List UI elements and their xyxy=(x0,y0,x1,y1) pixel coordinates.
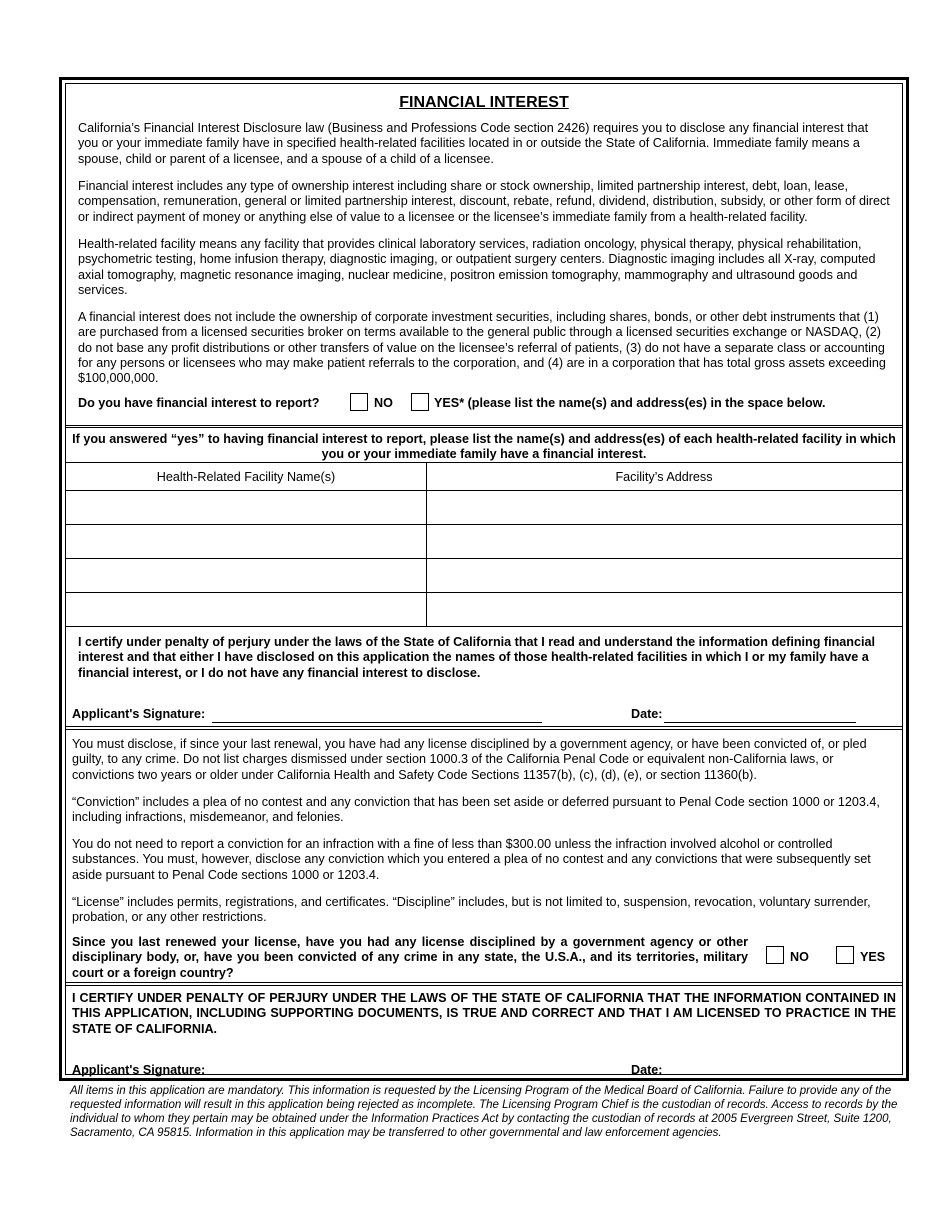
facility-name-field-2[interactable] xyxy=(67,525,425,557)
facility-name-field-1[interactable] xyxy=(67,491,425,523)
divider xyxy=(66,985,902,986)
infraction-paragraph: You do not need to report a conviction for an infraction with a fine of less than $300.00 unless the infraction involved alcohol or controlled substances. You must, however, disclose any conviction which you entered a plea of no contest and any convictions that were subsequently set aside pursuant to Penal Code sections 1000 or 1203.4. xyxy=(72,837,871,882)
disclosure-paragraph: You must disclose, if since your last renewal, you have had any license disciplined by a government agency, or have been convicted of, or pled guilty, to any crime. Do not list charges dismissed under section 1000.3 of the California Penal Code or equivalent non-California laws, or convictions two years or older under California Health and Safety Code Sections 11357(b), (c), (d), (e), or section 11360(b). xyxy=(72,737,867,782)
financial-yes-label: YES* (please list the name(s) and address(es) in the space below. xyxy=(434,396,826,410)
form-title: FINANCIAL INTEREST xyxy=(399,94,569,111)
facility-address-header: Facility’s Address xyxy=(615,470,713,484)
financial-question: Do you have financial interest to report? xyxy=(78,396,320,410)
exclusion-paragraph: A financial interest does not include the ownership of corporate investment securities, including shares, bonds, or other debt instruments that (1) are purchased from a licensed securities broker on terms available to the general public through a licensed securities exchange or NASDAQ, (2) do not base any profit distributions or other transfers of value on the licensee’s referral of patients, (3) do not have a separate class or accounting for any persons or licensees who may make patient referrals to the corporation, and (4) are in a corporation that has total gross assets exceeding $100,000,000. xyxy=(78,310,886,386)
license-paragraph: “License” includes permits, registrations, and certificates. “Discipline” includes, but is not limited to, suspension, revocation, voluntary surrender, probation, or any other restrictions. xyxy=(72,895,871,925)
financial-no-checkbox[interactable] xyxy=(350,393,368,411)
divider xyxy=(66,427,902,428)
signature-line-1[interactable] xyxy=(212,722,542,723)
discipline-question: Since you last renewed your license, have you had any license disciplined by a government agency or other disciplinary body, or, have you been convicted of any crime in any state, the U.S.A., and its territories, military court or a foreign country? xyxy=(72,935,748,980)
date-label-1: Date: xyxy=(631,707,663,721)
facility-address-field-4[interactable] xyxy=(428,593,901,625)
signature-label-2: Applicant's Signature: xyxy=(72,1063,206,1077)
financial-certification: I certify under penalty of perjury under the laws of the State of California that I read and understand the information defining financial interest and that either I have disclosed on this application the names of those health-related facilities in which I or my family have a financial interest, or I do not have any financial interest to disclose. xyxy=(78,635,875,680)
signature-label-1: Applicant's Signature: xyxy=(72,707,206,721)
facility-name-field-4[interactable] xyxy=(67,593,425,625)
facility-list-instruction: If you answered “yes” to having financial interest to report, please list the name(s) and address(es) of each health-related facility in which you or your immediate family have a financial interest. xyxy=(72,432,896,462)
final-certification: I CERTIFY UNDER PENALTY OF PERJURY UNDER THE LAWS OF THE STATE OF CALIFORNIA THAT THE INFORMATION CONTAINED IN THIS APPLICATION, INCLUDING SUPPORTING DOCUMENTS, IS TRUE AND CORRECT AND THAT I AM LICENSED TO PRACTICE IN THE STATE OF CALIFORNIA. xyxy=(72,991,896,1036)
date-line-1[interactable] xyxy=(664,722,856,723)
financial-yes-checkbox[interactable] xyxy=(411,393,429,411)
table-top-border xyxy=(66,462,902,463)
table-column-divider xyxy=(426,462,427,626)
conviction-paragraph: “Conviction” includes a plea of no contest and any conviction that has been set aside or deferred pursuant to Penal Code section 1000 or 1203.4, including infractions, misdemeanor, and felonies. xyxy=(72,795,880,825)
facility-address-field-1[interactable] xyxy=(428,491,901,523)
intro-paragraph: California’s Financial Interest Disclosure law (Business and Professions Code section 2426) requires you to disclose any financial interest that you or your immediate family have in specified health-related facilities located in or outside the State of California. Immediate family means a spouse, child or parent of a licensee, and a spouse of a child of a licensee. xyxy=(78,121,869,166)
date-line-2[interactable] xyxy=(664,1078,856,1079)
discipline-no-checkbox[interactable] xyxy=(766,946,784,964)
divider xyxy=(66,726,902,727)
form-outer-border xyxy=(59,77,909,1081)
divider xyxy=(66,982,902,983)
facility-address-field-3[interactable] xyxy=(428,559,901,591)
facility-paragraph: Health-related facility means any facility that provides clinical laboratory services, radiation oncology, physical therapy, physical rehabilitation, psychometric testing, home infusion therapy, diagnostic imaging, or outpatient surgery centers. Diagnostic imaging includes all X-ray, computed axial tomography, magnetic resonance imaging, nuclear medicine, positron emission tomography, mammography and ultrasound goods and services. xyxy=(78,237,876,297)
definition-paragraph: Financial interest includes any type of ownership interest including share or stock ownership, limited partnership interest, debt, loan, lease, compensation, remuneration, general or limited partnership interest, discount, rebate, refund, dividend, distribution, subsidy, or other form of direct or indirect payment of money or anything else of value to a licensee or the licensee’s immediate family from a health-related facility. xyxy=(78,179,890,224)
facility-name-field-3[interactable] xyxy=(67,559,425,591)
date-label-2: Date: xyxy=(631,1063,663,1077)
signature-line-2[interactable] xyxy=(212,1078,542,1079)
divider xyxy=(66,729,902,730)
divider xyxy=(66,425,902,426)
financial-no-label: NO xyxy=(374,396,393,410)
discipline-no-label: NO xyxy=(790,950,809,964)
privacy-footer: All items in this application are mandatory. This information is requested by the Licensing Program of the Medical Board of California. Failure to provide any of the requested information will result in this application being rejected as incomplete. The Licensing Program Chief is the custodian of records. Access to records by the individual to whom they pertain may be obtained under the Information Practices Act by contacting the custodian of records at 2005 Evergreen Street, Suite 1200, Sacramento, CA 95815. Information in this application may be transferred to other governmental and law enforcement agencies. xyxy=(70,1085,898,1139)
facility-address-field-2[interactable] xyxy=(428,525,901,557)
discipline-yes-label: YES xyxy=(860,950,886,964)
facility-name-header: Health-Related Facility Name(s) xyxy=(156,470,336,484)
form-inner-border xyxy=(65,83,903,1075)
table-bottom-border xyxy=(66,626,902,627)
discipline-yes-checkbox[interactable] xyxy=(836,946,854,964)
